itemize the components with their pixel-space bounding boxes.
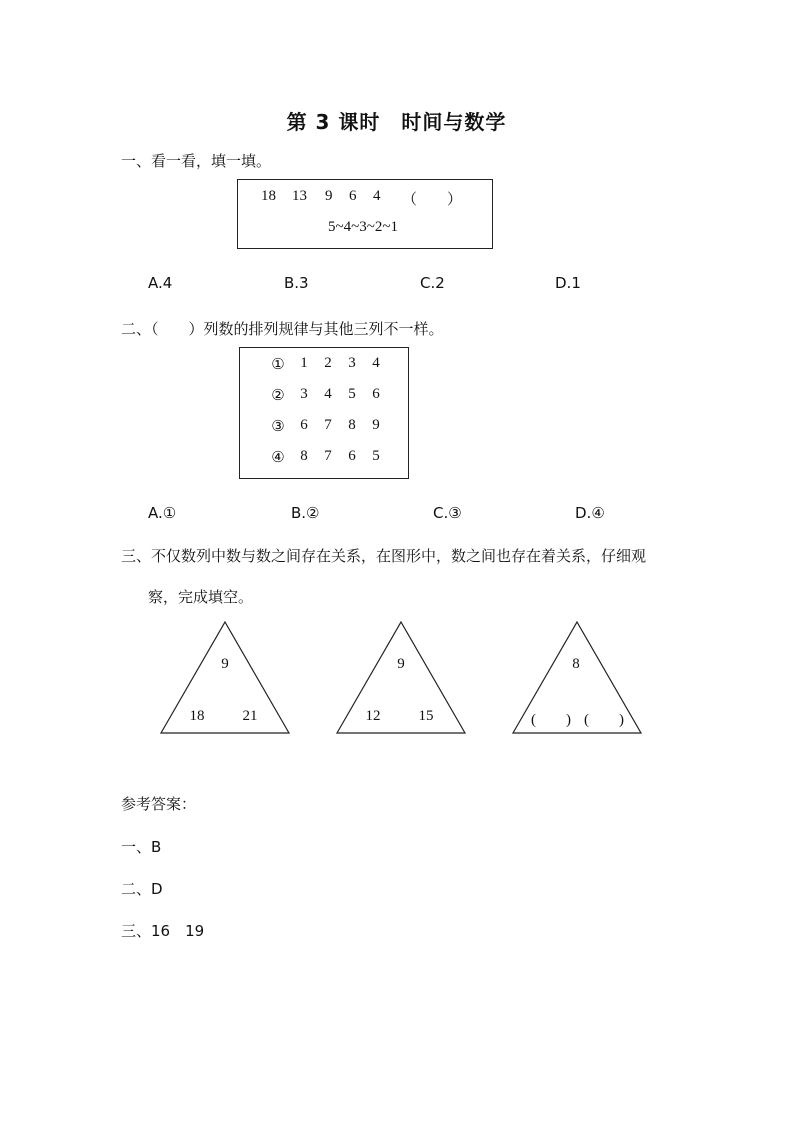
q1-seq-blank: （ ） [402,192,463,208]
q1-differences: 5~4~3~2~1 [328,219,398,235]
q1-option-d: D.1 [555,274,581,292]
q1-seq-3: 6 [349,188,357,204]
q3-prompt-line1: 三、不仅数列中数与数之间存在关系，在图形中，数之间也存在着关系，仔细观 [121,547,647,565]
triangle-2-right: 15 [418,708,434,724]
q2-cell: 2 [324,355,332,371]
q2-cell: 7 [324,448,332,464]
q1-option-c: C.2 [420,274,445,292]
q2-cell: 4 [324,386,332,402]
q2-prompt: 二、（ ）列数的排列规律与其他三列不一样。 [121,320,444,338]
q2-cell: 5 [348,386,356,402]
q2-row-2 [240,386,408,410]
q2-row-label: ② [271,388,285,404]
triangle-1-top: 9 [221,656,229,672]
page-title: 第 3 课时 时间与数学 [286,110,507,134]
q2-cell: 8 [300,448,308,464]
q2-row-label: ① [271,357,285,373]
q2-row-3 [240,417,408,441]
q2-number-grid [239,347,409,479]
q2-cell: 6 [300,417,308,433]
triangle-1-left: 18 [189,708,205,724]
q1-seq-0: 18 [261,188,276,204]
q2-cell: 9 [372,417,380,433]
q2-row-label: ③ [271,419,285,435]
triangle-1-right: 21 [242,708,258,724]
triangle-2 [335,620,467,736]
q2-cell: 4 [372,355,380,371]
answer-2: 二、D [121,880,163,898]
answer-1: 一、B [121,838,162,856]
answers-heading: 参考答案： [121,795,197,813]
triangle-3-right-blank: ( ) [584,712,624,728]
q2-cell: 3 [300,386,308,402]
q2-cell: 7 [324,417,332,433]
q2-cell: 5 [372,448,380,464]
q2-cell: 6 [348,448,356,464]
q1-seq-2: 9 [325,188,333,204]
q2-cell: 6 [372,386,380,402]
q1-sequence-box [237,179,493,249]
answer-3: 三、16 19 [121,922,205,940]
triangle-1 [159,620,291,736]
q2-option-d: D.④ [575,504,605,522]
q1-option-b: B.3 [284,274,309,292]
q3-prompt-line2: 察，完成填空。 [148,588,254,606]
q2-cell: 1 [300,355,308,371]
triangle-3-left-blank: ( ) [531,712,571,728]
q2-option-b: B.② [291,504,320,522]
q2-row-label: ④ [271,450,285,466]
q2-row-1 [240,355,408,379]
q1-option-a: A.4 [148,274,173,292]
q2-cell: 8 [348,417,356,433]
q1-seq-4: 4 [373,188,381,204]
triangle-2-left: 12 [365,708,381,724]
q2-cell: 3 [348,355,356,371]
q2-option-a: A.① [148,504,177,522]
triangle-3-top: 8 [572,656,580,672]
q1-prompt: 一、看一看，填一填。 [121,152,272,170]
q1-seq-1: 13 [292,188,307,204]
q2-row-4 [240,448,408,472]
q2-option-c: C.③ [433,504,462,522]
triangle-2-top: 9 [397,656,405,672]
